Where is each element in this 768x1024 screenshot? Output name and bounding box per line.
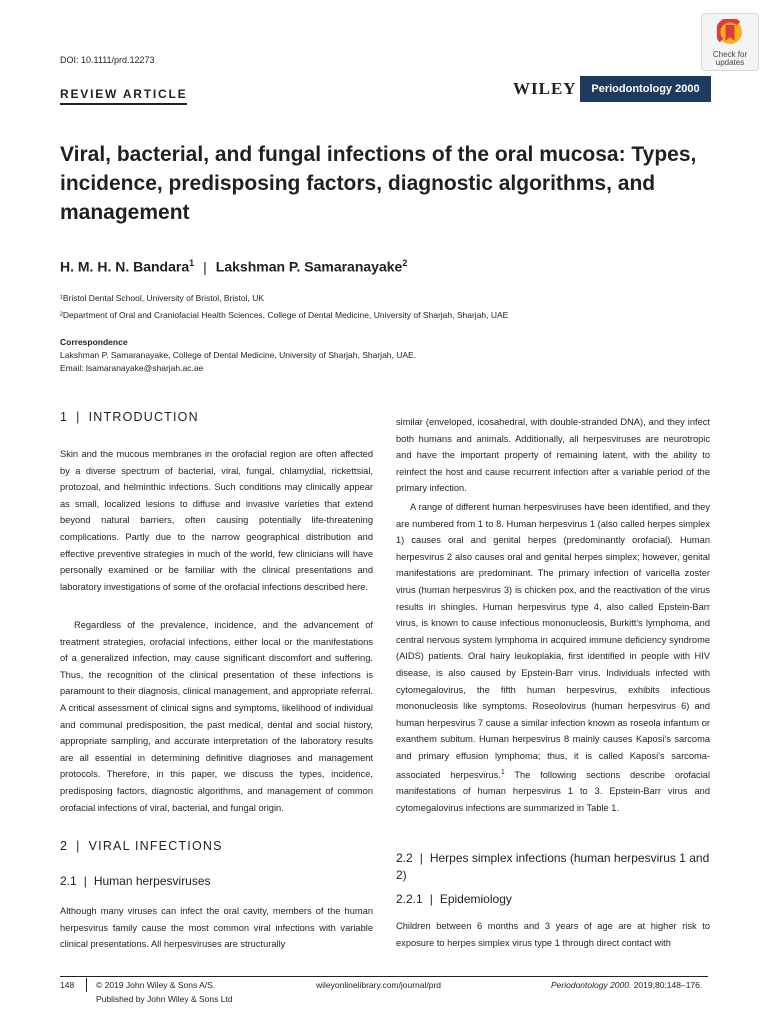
article-type: REVIEW ARTICLE	[60, 87, 188, 101]
subsection-heading-epidemiology: 2.2.1 | Epidemiology	[396, 892, 512, 906]
paragraph: similar (enveloped, icosahedral, with double-stranded DNA), and they infect both humans and animals. Additionally, all herpesviruses are neurotropic and have the important property of remaining latent, with the ability to reinfect the host and cause recurrent infection after a variable period of the primary infection.	[396, 417, 710, 494]
section-heading-viral-infections: 2 | VIRAL INFECTIONS	[60, 839, 223, 853]
author-name[interactable]: H. M. H. N. Bandara	[60, 258, 190, 275]
subsection-heading-herpes-simplex: 2.2 | Herpes simplex infections (human herpesvirus 1 and 2)	[396, 851, 710, 882]
affiliation-1: ¹Bristol Dental School, University of Bristol, Bristol, UK	[60, 293, 265, 303]
check-for-updates-badge[interactable]	[701, 13, 759, 71]
paragraph: Regardless of the prevalence, incidence, and the advancement of treatment strategies, orofacial infections, either local or the manifestations of a generalized infection, may cause significant discomfort and suffering. Thus, the recognition of the clinical presentation of these infections is paramount to their diagnosis, clinical management, and appropriate referral. A critical assessment of clinical signs and symptoms, likelihood of individual and communal predisposition, the past medical, dental and social history, appropriate sampling, and accurate interpretation of the laboratory results are all essential in determining definitive diagnoses and management protocols. Therefore, in this paper, we discuss the types, incidence, predisposing factors, diagnostic algorithms, and management of common orofacial infections of viral, bacterial, and fungal origin.	[60, 620, 373, 813]
paragraph: Children between 6 months and 3 years of age are at higher risk to exposure to herpes simplex virus type 1 through direct contact with	[396, 921, 710, 948]
affiliation-2: ²Department of Oral and Craniofacial Health Sciences, College of Dental Medicine, University of Sharjah, Sharjah, UAE	[60, 310, 509, 320]
doi: DOI: 10.1111/prd.12273	[60, 55, 155, 65]
author-affil-marker: 1	[189, 258, 195, 268]
footer-rule	[60, 976, 708, 977]
correspondence-email[interactable]: Email: lsamaranayake@sharjah.ac.ae	[60, 363, 204, 373]
citation: Periodontology 2000. 2019;80:148–176.	[551, 980, 703, 990]
author-name[interactable]: Lakshman P. Samaranayake	[215, 258, 403, 275]
journal-name: Periodontology 2000	[591, 83, 700, 95]
journal-url[interactable]: wileyonlinelibrary.com/journal/prd	[316, 980, 442, 990]
correspondence-heading: Correspondence	[60, 337, 128, 347]
article-type-underline	[60, 103, 187, 105]
author-separator: |	[203, 258, 207, 275]
subsection-heading-human-herpesviruses: 2.1 | Human herpesviruses	[60, 874, 211, 888]
footer-divider	[86, 978, 87, 992]
article-title: Viral, bacterial, and fungal infections of the oral mucosa: Types, incidence, predisposing factors, diagnostic algorithms, and management	[60, 143, 697, 224]
publisher-logo: WILEY	[513, 79, 577, 98]
page-number: 148	[60, 980, 75, 990]
paragraph: Although many viruses can infect the oral cavity, members of the human herpesvirus family cause the most common viral infections with variable clinical presentations. All herpesviruses are structurally	[60, 906, 373, 950]
check-for-updates-label: Check for updates	[712, 50, 748, 67]
paragraph: Skin and the mucous membranes in the orofacial region are often affected by a diverse spectrum of bacterial, viral, fungal, chlamydial, rickettsial, protozoal, and helminthic infections. Such conditions may clinically appear as small, localized lesions to diffuse and invasive varieties that extend beyond natural barriers, often causing potentially life-threatening complications. Partly due to the narrow geographical distribution and effective preventive strategies in much of the world, few clinicians will have personally examined or be familiar with the clinical presentations and laboratory investigations of some of the orofacial infections described here.	[60, 449, 373, 592]
citation-reference[interactable]: 1	[500, 768, 505, 776]
journal-name-box[interactable]	[580, 76, 711, 102]
section-heading-introduction: 1 | INTRODUCTION	[60, 410, 199, 424]
publisher-line: Published by John Wiley & Sons Ltd	[96, 994, 233, 1004]
correspondence-address: Lakshman P. Samaranayake, College of Dental Medicine, University of Sharjah, Sharjah, UAE.	[60, 350, 417, 360]
bookmark-ribbon-icon	[717, 19, 743, 49]
paragraph: A range of different human herpesviruses have been identified, and they are numbered from 1 to 8. Human herpesvirus 1 (also called herpes simplex 1) causes oral and genital herpes (predominantly orofacial). Human herpesvirus 2 also causes oral and genital herpes simplex; however, genital manifestations are predominant. The primary infection of varicella zoster virus (human herpesvirus 3) is chicken pox, and the reactivation of the virus results in shingles. Human herpesvirus type 4, also called Epstein-Barr virus, is known to cause infectious mononucleosis, Burkitt's lymphoma, and central nervous system lymphoma in acquired immune deficiency syndrome (AIDS) patients. Oral hairy leukoplakia, first identified in people with HIV disease, is also caused by Epstein-Barr virus. Individuals infected with cytomegalovirus, the fifth human herpesvirus, exhibits infectious mononucleosis like symptoms. Roseolovirus (human herpesvirus 6) and human herpesvirus 7 cause a similar infection known as roseola infantum or exanthem subitum. Human herpesvirus 8 mainly causes Kaposi's sarcoma and primary effusion lymphoma; thus, it is called Kaposi's sarcoma-associated herpesvirus.$^1$ The following sections describe orofacial manifestations of human herpesvirus 1 to 3. Epstein-Barr virus and cytomegalovirus infections are summarized in Table 1.	[396, 502, 711, 813]
author-list	[60, 258, 407, 275]
author-affil-marker: 2	[402, 258, 408, 268]
copyright: © 2019 John Wiley & Sons A/S.	[96, 980, 216, 990]
